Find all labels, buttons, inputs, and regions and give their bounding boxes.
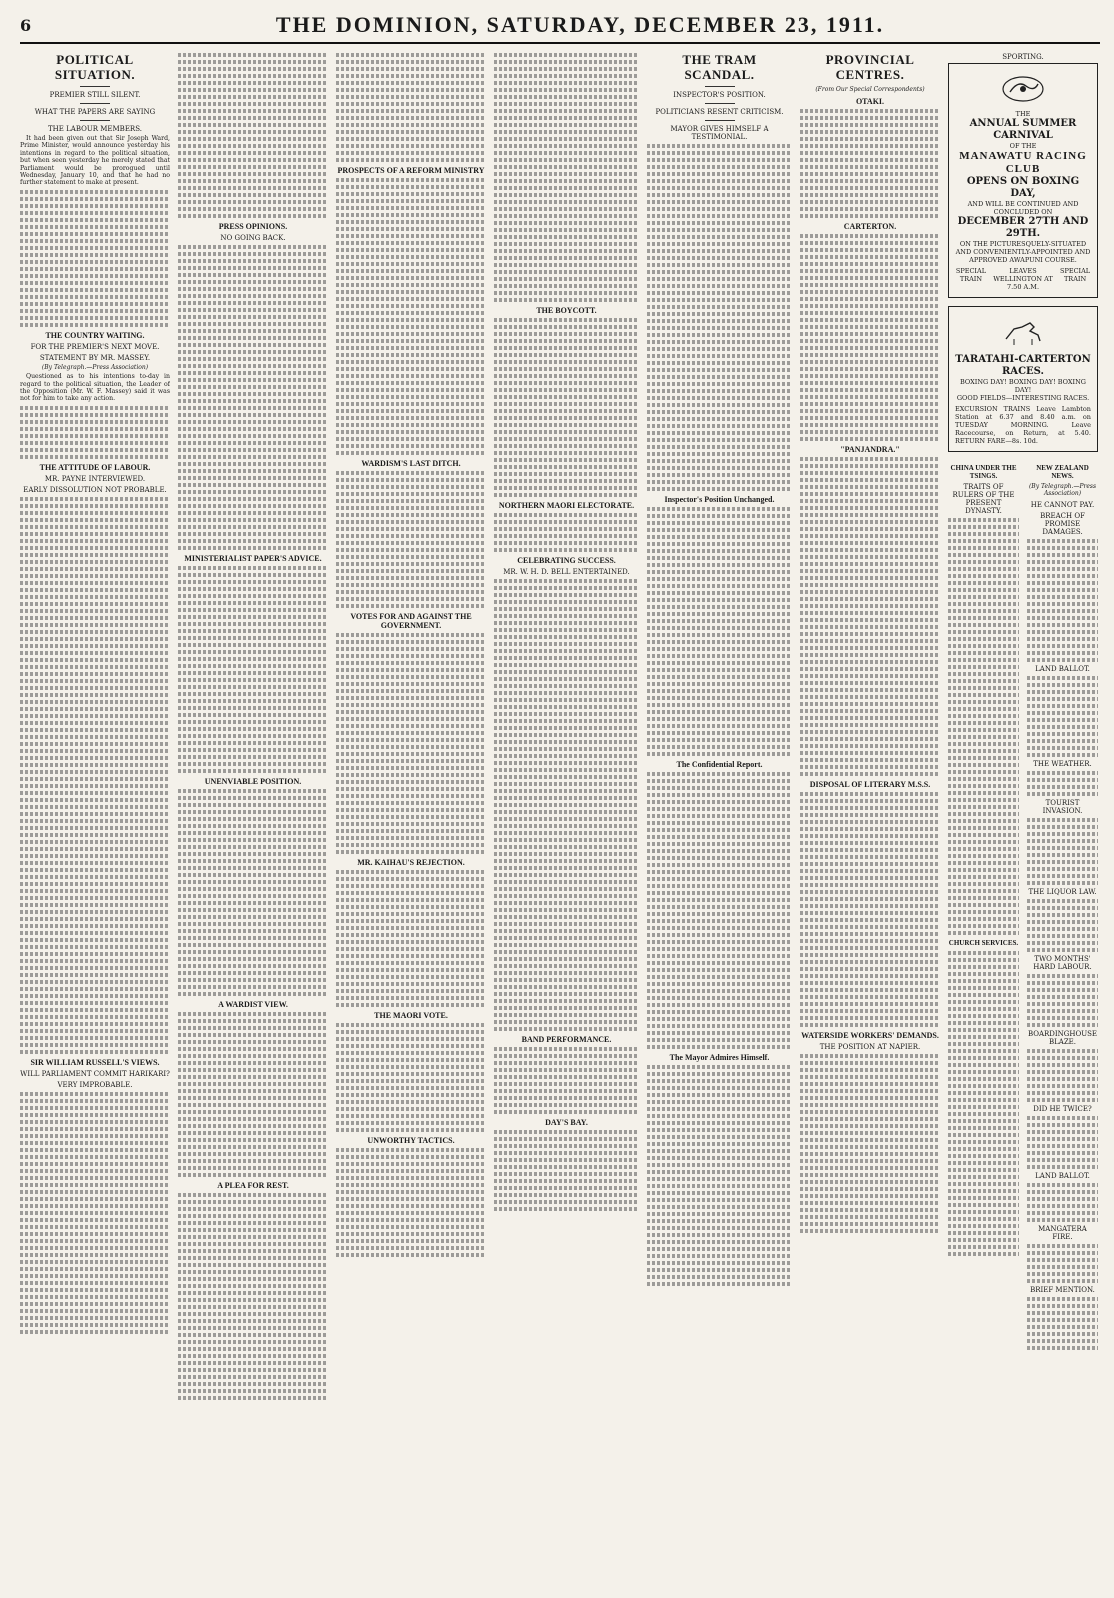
kaihau-rejection-heading: MR. KAIHAU'S REJECTION.	[357, 858, 465, 867]
racing-crest-icon	[1000, 74, 1046, 104]
newspaper-title: THE DOMINION, SATURDAY, DECEMBER 23, 1911.	[275, 12, 885, 37]
mayor-admires-heading: The Mayor Admires Himself.	[669, 1053, 770, 1062]
text-block	[494, 53, 639, 302]
text-block	[336, 1023, 486, 1132]
political-situation-heading: POLITICAL SITUATION.	[54, 52, 136, 82]
did-he-twice-subhead: DID HE TWICE?	[1033, 1104, 1092, 1113]
attitude-of-labour-heading: THE ATTITUDE OF LABOUR.	[39, 462, 151, 472]
sporting-heading: SPORTING.	[1002, 53, 1044, 61]
land-ballot-subhead: LAND BALLOT.	[1035, 664, 1090, 673]
provincial-centres-heading: PROVINCIAL CENTRES.	[825, 52, 915, 82]
text-block	[178, 1012, 328, 1177]
text-block	[647, 1065, 792, 1286]
ministerialist-heading: MINISTERIALIST PAPER'S ADVICE.	[184, 554, 322, 563]
text-block	[1027, 1116, 1098, 1169]
massey-statement-subhead: STATEMENT BY MR. MASSEY.	[39, 353, 151, 362]
column-6	[800, 50, 940, 1590]
wardist-view-heading: A WARDIST VIEW.	[218, 1000, 288, 1009]
text-block	[800, 234, 940, 441]
byline: (By Telegraph.—Press Association)	[1028, 482, 1097, 498]
unenviable-position-heading: UNENVIABLE POSITION.	[204, 777, 302, 786]
text-block	[336, 633, 486, 854]
text-block	[494, 579, 639, 1031]
payne-interviewed-subhead: MR. PAYNE INTERVIEWED.	[44, 474, 146, 483]
premier-next-move-subhead: FOR THE PREMIER'S NEXT MOVE.	[30, 342, 160, 351]
reform-ministry-heading: PROSPECTS OF A REFORM MINISTRY	[337, 166, 485, 175]
column-1	[20, 50, 170, 1590]
church-services-heading: CHURCH SERVICES.	[948, 938, 1019, 947]
premier-silent-subhead: PREMIER STILL SILENT.	[49, 91, 141, 99]
text-block	[1027, 1297, 1098, 1350]
nz-news-column	[1027, 460, 1098, 1353]
china-heading: CHINA UNDER THE TSINGS.	[950, 463, 1017, 480]
press-opinions-heading: PRESS OPINIONS.	[218, 222, 288, 231]
text-block	[336, 870, 486, 1007]
byline: (From Our Special Correspondents)	[815, 86, 925, 93]
text-block	[494, 318, 639, 497]
mayor-testimonial-subhead: MAYOR GIVES HIMSELF A TESTIMONIAL.	[670, 125, 769, 141]
column-2	[178, 50, 328, 1590]
text-block	[178, 566, 328, 773]
text-block	[948, 518, 1019, 935]
article-paragraph: Questioned as to his intentions to-day in regard to the political situation, the Leader of the Opposition (Mr. W. F. Massey) said it was not for him to take any action.	[20, 373, 170, 403]
napier-subhead: THE POSITION AT NAPIER.	[819, 1043, 921, 1052]
text-block	[1027, 899, 1098, 952]
text-block	[800, 109, 940, 218]
days-bay-heading: DAY'S BAY.	[545, 1118, 588, 1127]
text-block	[494, 1047, 639, 1114]
text-block	[1027, 974, 1098, 1027]
cannot-pay-subhead: HE CANNOT PAY.	[1030, 500, 1095, 509]
column-5	[647, 50, 792, 1590]
text-block	[800, 1054, 940, 1233]
no-going-back-subhead: NO GOING BACK.	[220, 234, 286, 242]
text-block	[178, 1193, 328, 1400]
weather-subhead: THE WEATHER.	[1033, 759, 1092, 768]
labour-members-subhead: THE LABOUR MEMBERS.	[48, 125, 142, 133]
traits-subhead: TRAITS OF RULERS OF THE PRESENT DYNASTY.	[952, 482, 1015, 515]
russell-views-heading: SIR WILLIAM RUSSELL'S VIEWS.	[30, 1057, 160, 1067]
text-block	[178, 789, 328, 996]
plea-for-rest-heading: A PLEA FOR REST.	[217, 1181, 289, 1190]
unworthy-tactics-heading: UNWORTHY TACTICS.	[367, 1136, 455, 1145]
text-block	[336, 1148, 486, 1257]
politicians-resent-subhead: POLITICIANS RESENT CRITICISM.	[655, 108, 784, 116]
breach-subhead: BREACH OF PROMISE DAMAGES.	[1040, 511, 1085, 536]
horse-emblem-icon	[1000, 317, 1046, 347]
boardinghouse-subhead: BOARDINGHOUSE BLAZE.	[1027, 1029, 1098, 1046]
text-block	[948, 951, 1019, 1256]
text-block	[336, 178, 486, 455]
dissolution-subhead: EARLY DISSOLUTION NOT PROBABLE.	[23, 485, 167, 494]
votes-heading: VOTES FOR AND AGAINST THE GOVERNMENT.	[350, 612, 472, 630]
brief-mention-subhead: BRIEF MENTION.	[1030, 1285, 1095, 1294]
improbable-subhead: VERY IMPROBABLE.	[57, 1080, 133, 1089]
inspector-position-subhead: INSPECTOR'S POSITION.	[673, 91, 766, 99]
text-block	[647, 772, 792, 1049]
liquor-subhead: THE LIQUOR LAW.	[1028, 887, 1097, 896]
boycott-heading: THE BOYCOTT.	[536, 306, 597, 315]
papers-saying-subhead: WHAT THE PAPERS ARE SAYING	[34, 108, 156, 116]
text-block	[1027, 818, 1098, 885]
bell-entertained-subhead: MR. W. H. D. BELL ENTERTAINED.	[503, 568, 630, 576]
carterton-heading: CARTERTON.	[843, 222, 897, 232]
text-block	[1027, 676, 1098, 757]
column-3	[336, 50, 486, 1590]
text-block	[647, 507, 792, 756]
byline: (By Telegraph.—Press Association)	[41, 363, 149, 371]
text-block	[20, 190, 170, 327]
hard-labour-subhead: TWO MONTHS' HARD LABOUR.	[1033, 954, 1092, 971]
panjandra-heading: "PANJANDRA."	[840, 445, 900, 455]
disposal-heading: DISPOSAL OF LITERARY M.S.S.	[809, 780, 931, 790]
article-paragraph: It had been given out that Sir Joseph Ward, Prime Minister, would announce yesterday his intentions in regard to the political situation, but when seen yesterday he merely stated that Parliament would be prorogued until Wednesday, January 10, and that he had no further statement to make at present.	[20, 135, 170, 187]
text-block	[178, 53, 328, 218]
text-block	[1027, 539, 1098, 662]
column-4	[494, 50, 639, 1590]
text-block	[20, 406, 170, 459]
text-block	[647, 144, 792, 491]
text-block	[336, 471, 486, 608]
waterside-heading: WATERSIDE WORKERS' DEMANDS.	[801, 1031, 939, 1041]
text-block	[800, 457, 940, 776]
masthead	[20, 8, 1100, 44]
northern-maori-heading: NORTHERN MAORI ELECTORATE.	[498, 501, 635, 510]
land-ballot-2-subhead: LAND BALLOT.	[1035, 1171, 1090, 1180]
text-block	[20, 497, 170, 1054]
tram-scandal-heading: THE TRAM SCANDAL.	[682, 52, 757, 82]
china-column	[948, 460, 1019, 1353]
text-block	[20, 1092, 170, 1334]
manawatu-racing-ad: THE ANNUAL SUMMER CARNIVAL OF THE MANAWATU RACING CLUB OPENS ON BOXING DAY, AND WILL BE CONTINUED AND CONCLUDED ON DECEMBER 27TH AND 29TH. ON THE PICTURESQUELY-SITUATED AND CONVENIENTLY-APPOINTED AND APPROVED AWAPUNI COURSE. SPECIAL TRAIN LEAVES WELLINGTON AT 7.50 A.M. SPECIAL TRAIN	[948, 63, 1098, 298]
celebrating-success-heading: CELEBRATING SUCCESS.	[517, 556, 616, 565]
text-block	[178, 245, 328, 550]
band-performance-heading: BAND PERFORMANCE.	[521, 1035, 612, 1044]
otaki-heading: OTAKI.	[855, 97, 885, 107]
tourist-subhead: TOURIST INVASION.	[1042, 798, 1083, 815]
maori-vote-heading: THE MAORI VOTE.	[374, 1011, 448, 1020]
text-block	[1027, 1049, 1098, 1102]
text-block	[1027, 1183, 1098, 1222]
harikari-subhead: WILL PARLIAMENT COMMIT HARIKARI?	[20, 1069, 170, 1078]
inspector-unchanged-heading: Inspector's Position Unchanged.	[664, 495, 775, 504]
page-number: 6	[20, 15, 32, 35]
text-block	[336, 53, 486, 162]
text-block	[494, 513, 639, 552]
confidential-report-heading: The Confidential Report.	[676, 760, 763, 769]
text-block	[1027, 771, 1098, 796]
text-block	[1027, 1244, 1098, 1283]
country-waiting-heading: THE COUNTRY WAITING.	[45, 330, 145, 340]
nz-news-heading: NEW ZEALAND NEWS.	[1036, 463, 1089, 480]
mangatera-subhead: MANGATERA FIRE.	[1038, 1224, 1087, 1241]
column-7-8	[948, 50, 1098, 1590]
text-block	[494, 1130, 639, 1211]
wardism-last-ditch-heading: WARDISM'S LAST DITCH.	[361, 459, 461, 468]
text-block	[800, 792, 940, 1027]
taratahi-carterton-ad: TARATAHI-CARTERTON RACES. BOXING DAY! BOXING DAY! BOXING DAY! GOOD FIELDS—INTERESTING RACES. EXCURSION TRAINS Leave Lambton Station at 6.37 and 8.40 a.m. on TUESDAY MORNING. Leave Racecourse, on Return, at 5.40. RETURN FARE—8s. 10d.	[948, 306, 1098, 451]
